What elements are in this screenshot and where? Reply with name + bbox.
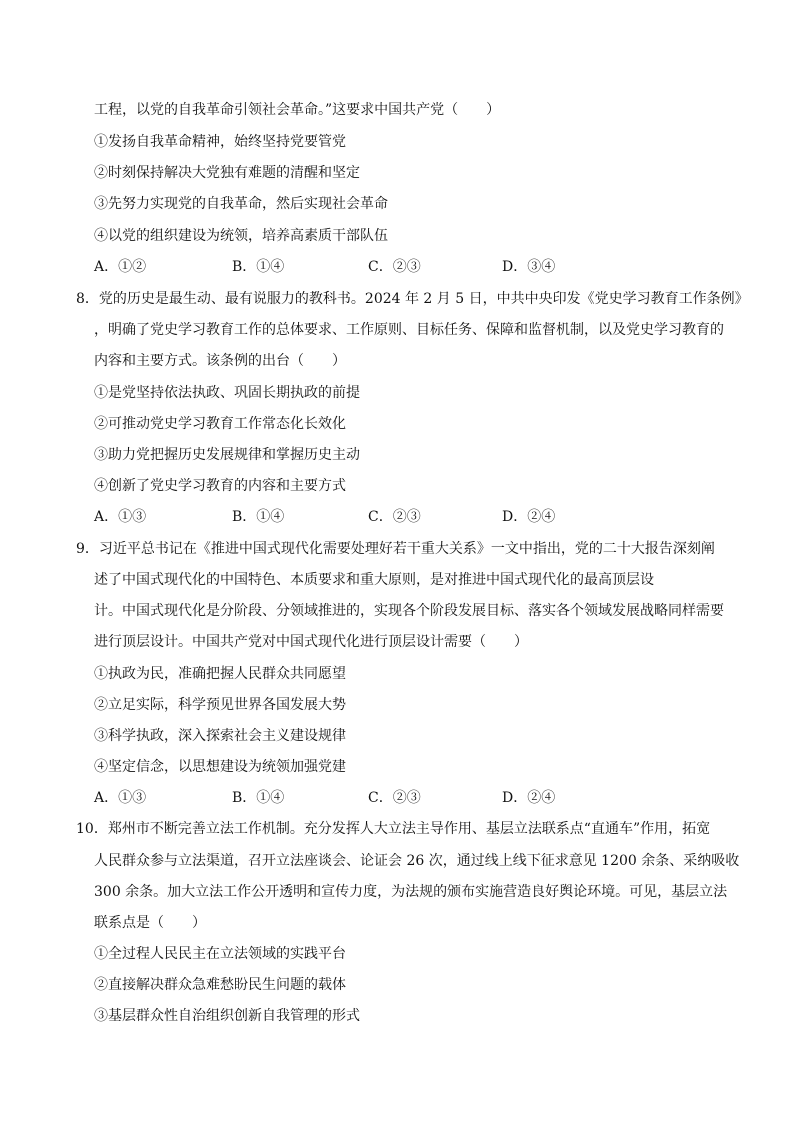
q7-choice-c[interactable]: C．②③	[368, 259, 421, 275]
q8-choice-c[interactable]: C．②③	[368, 509, 421, 525]
q8-choice-a[interactable]: A．①③	[94, 509, 147, 525]
q10-stem-line-1: 10．郑州市不断完善立法工作机制。充分发挥人大立法主导作用、基层立法联系点“直通车”作用，拓宽	[76, 821, 711, 837]
q8-choice-d[interactable]: D．②④	[502, 509, 556, 525]
q9-stem-line-3: 计。中国式现代化是分阶段、分领域推进的，实现各个阶段发展目标、落实各个领域发展战略同样需要	[94, 603, 724, 619]
q9-choice-b[interactable]: B．①④	[232, 790, 285, 806]
q9-choice-d[interactable]: D．②④	[502, 790, 556, 806]
q8-stem-line-1: 8．党的历史是最生动、最有说服力的教科书。2024 年 2 月 5 日，中共中央印发《党史学习教育工作条例》	[76, 291, 749, 307]
q9-option-4: ④坚定信念，以思想建设为统领加强党建	[94, 759, 346, 775]
q10-stem-line-3: 300 余条。加大立法工作公开透明和宣传力度，为法规的颁布实施营造良好舆论环境。可见，基层立法	[94, 884, 728, 900]
q7-choice-a[interactable]: A．①②	[94, 259, 147, 275]
q7-option-4: ④以党的组织建设为统领，培养高素质干部队伍	[94, 228, 388, 244]
q8-choice-b[interactable]: B．①④	[232, 509, 285, 525]
q9-stem-line-2: 述了中国式现代化的中国特色、本质要求和重大原则，是对推进中国式现代化的最高顶层设	[94, 572, 654, 588]
q10-stem-line-2: 人民群众参与立法渠道，召开立法座谈会、论证会 26 次，通过线上线下征求意见 1200 余条、采纳吸收	[94, 853, 740, 869]
q9-stem-line-1: 9．习近平总书记在《推进中国式现代化需要处理好若干重大关系》一文中指出，党的二十大报告深刻阐	[76, 541, 715, 557]
q8-stem-line-3: 内容和主要方式。该条例的出台（ ）	[94, 353, 346, 369]
q9-option-2: ②立足实际，科学预见世界各国发展大势	[94, 697, 346, 713]
q8-option-1: ①是党坚持依法执政、巩固长期执政的前提	[94, 385, 360, 401]
q9-choice-a[interactable]: A．①③	[94, 790, 147, 806]
q9-choice-c[interactable]: C．②③	[368, 790, 421, 806]
q9-choices	[94, 788, 654, 808]
q8-choices	[94, 507, 654, 527]
q10-stem-line-4: 联系点是（ ）	[94, 915, 206, 931]
q7-choice-d[interactable]: D．③④	[502, 259, 556, 275]
q7-stem-tail: 工程，以党的自我革命引领社会革命。”这要求中国共产党（ ）	[94, 102, 501, 118]
q7-option-2: ②时刻保持解决大党独有难题的清醒和坚定	[94, 165, 360, 181]
q7-choice-b[interactable]: B．①④	[232, 259, 285, 275]
q10-option-1: ①全过程人民民主在立法领域的实践平台	[94, 946, 346, 962]
q7-choices	[94, 257, 654, 277]
q10-option-3: ③基层群众性自治组织创新自我管理的形式	[94, 1008, 360, 1024]
q9-stem-line-4: 进行顶层设计。中国共产党对中国式现代化进行顶层设计需要（ ）	[94, 634, 528, 650]
q8-option-3: ③助力党把握历史发展规律和掌握历史主动	[94, 447, 360, 463]
q10-option-2: ②直接解决群众急难愁盼民生问题的载体	[94, 977, 346, 993]
q9-option-1: ①执政为民，准确把握人民群众共同愿望	[94, 666, 346, 682]
q8-stem-line-2: ，明确了党史学习教育工作的总体要求、工作原则、目标任务、保障和监督机制，以及党史学习教育的	[94, 322, 724, 338]
q8-option-4: ④创新了党史学习教育的内容和主要方式	[94, 478, 346, 494]
q9-option-3: ③科学执政，深入探索社会主义建设规律	[94, 728, 346, 744]
q8-option-2: ②可推动党史学习教育工作常态化长效化	[94, 416, 346, 432]
q7-option-3: ③先努力实现党的自我革命，然后实现社会革命	[94, 196, 388, 212]
q7-option-1: ①发扬自我革命精神，始终坚持党要管党	[94, 134, 346, 150]
